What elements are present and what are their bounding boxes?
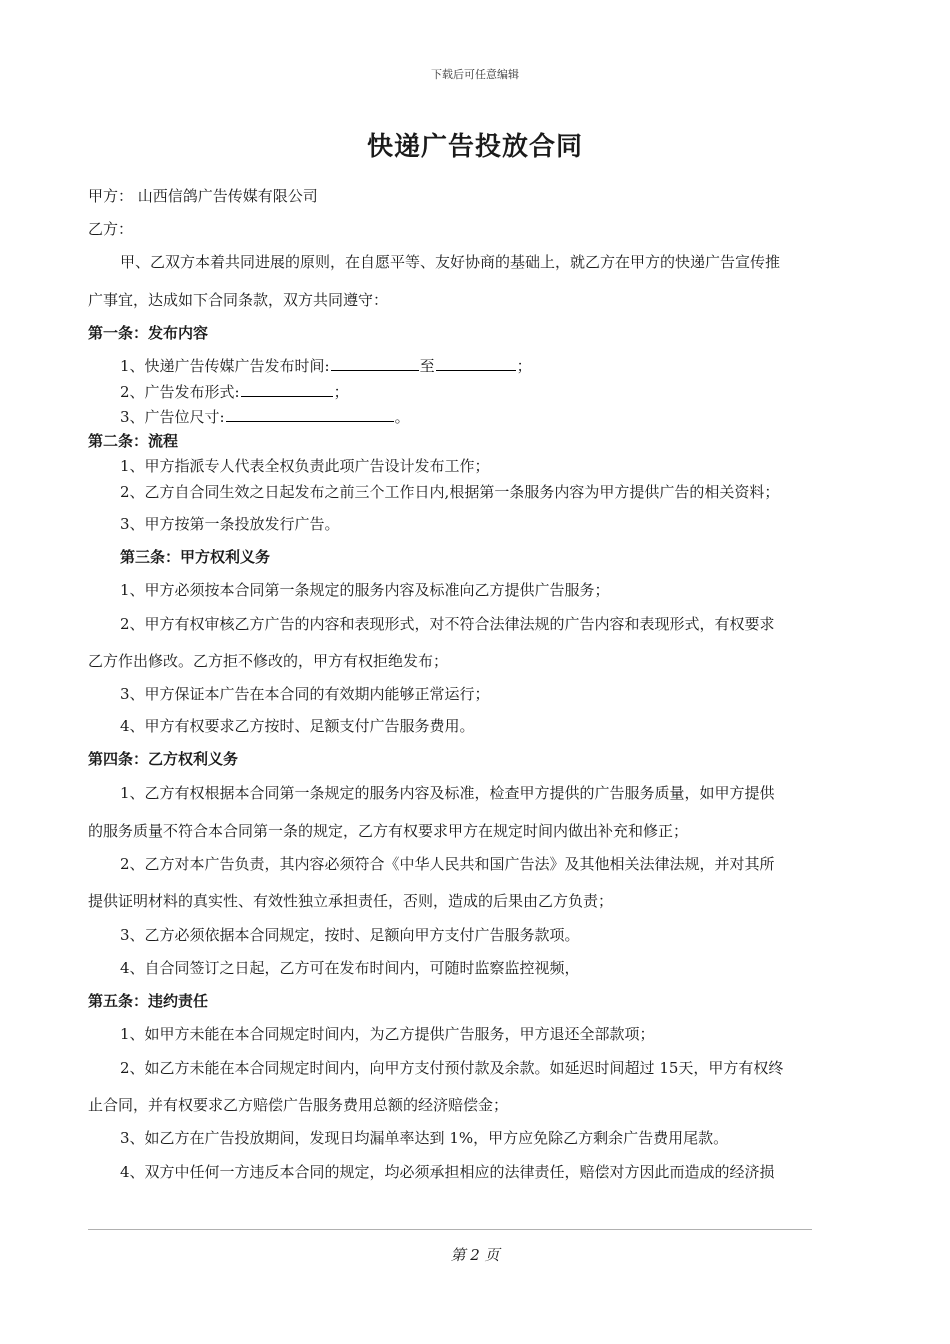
header-note: 下载后可任意编辑	[431, 68, 519, 81]
article-1-item-3-end: 。	[394, 408, 410, 426]
article-5-item-1: 1、如甲方未能在本合同规定时间内，为乙方提供广告服务，甲方退还全部款项；	[120, 1025, 655, 1043]
article-4-heading: 第四条：乙方权利义务	[88, 750, 239, 768]
blank-ad-form	[241, 382, 333, 397]
blank-start-date	[331, 356, 419, 371]
article-5-heading: 第五条：违约责任	[88, 992, 209, 1010]
article-3-item-3: 3、甲方保证本广告在本合同的有效期内能够正常运行；	[120, 685, 490, 703]
article-1-item-1-end: ；	[516, 357, 532, 375]
article-2-item-2: 2、乙方自合同生效之日起发布之前三个工作日内,根据第一条服务内容为甲方提供广告的相关资料；	[120, 483, 780, 501]
article-1-item-3	[120, 407, 410, 427]
document-title: 快递广告投放合同	[366, 132, 583, 162]
page-number: 第 2 页	[450, 1246, 500, 1264]
article-3-item-4: 4、甲方有权要求乙方按时、足额支付广告服务费用。	[120, 717, 475, 735]
article-1-item-1-label: 1、快递广告传媒广告发布时间:	[120, 357, 330, 375]
article-2-item-1: 1、甲方指派专人代表全权负责此项广告设计发布工作；	[120, 457, 490, 475]
article-5-item-3: 3、如乙方在广告投放期间，发现日均漏单率达到 1%，甲方应免除乙方剩余广告费用尾款。	[120, 1129, 729, 1147]
party-a-line: 甲方： 山西信鸽广告传媒有限公司	[88, 187, 318, 205]
article-3-item-2-line-1: 2、甲方有权审核乙方广告的内容和表现形式，对不符合法律法规的广告内容和表现形式，有权要求	[120, 615, 775, 633]
article-1-heading: 第一条：发布内容	[88, 324, 209, 342]
blank-end-date	[436, 356, 516, 371]
article-5-item-2-line-1: 2、如乙方未能在本合同规定时间内，向甲方支付预付款及余款。如延迟时间超过 15天，甲方有权终	[120, 1059, 784, 1077]
article-3-heading: 第三条：甲方权利义务	[120, 548, 271, 566]
article-5-item-4: 4、双方中任何一方违反本合同的规定，均必须承担相应的法律责任，赔偿对方因此而造成的经济损	[120, 1163, 775, 1181]
article-4-item-2-line-1: 2、乙方对本广告负责，其内容必须符合《中华人民共和国广告法》及其他相关法律法规，并对其所	[120, 855, 775, 873]
article-4-item-4: 4、自合同签订之日起，乙方可在发布时间内，可随时监察监控视频，	[120, 959, 580, 977]
preamble-line-2: 广事宜，达成如下合同条款，双方共同遵守：	[88, 291, 389, 309]
blank-ad-size	[226, 407, 394, 422]
article-4-item-1-line-2: 的服务质量不符合本合同第一条的规定，乙方有权要求甲方在规定时间内做出补充和修正；	[88, 822, 689, 840]
footer-divider	[88, 1229, 812, 1230]
article-1-item-1-to: 至	[419, 357, 435, 375]
article-3-item-1: 1、甲方必须按本合同第一条规定的服务内容及标准向乙方提供广告服务；	[120, 581, 610, 599]
article-4-item-3: 3、乙方必须依据本合同规定，按时、足额向甲方支付广告服务款项。	[120, 926, 580, 944]
article-1-item-1	[120, 356, 532, 376]
article-4-item-2-line-2: 提供证明材料的真实性、有效性独立承担责任，否则，造成的后果由乙方负责；	[88, 892, 614, 910]
preamble-line-1: 甲、乙双方本着共同进展的原则，在自愿平等、友好协商的基础上，就乙方在甲方的快递广告宣传推	[120, 253, 781, 271]
article-1-item-3-label: 3、广告位尺寸:	[120, 408, 225, 426]
article-1-item-2-label: 2、广告发布形式:	[120, 383, 240, 401]
article-2-item-3: 3、甲方按第一条投放发行广告。	[120, 515, 340, 533]
article-3-item-2-line-2: 乙方作出修改。乙方拒不修改的，甲方有权拒绝发布；	[88, 652, 449, 670]
article-4-item-1-line-1: 1、乙方有权根据本合同第一条规定的服务内容及标准，检查甲方提供的广告服务质量，如甲方提供	[120, 784, 775, 802]
article-1-item-2	[120, 382, 349, 402]
article-2-heading: 第二条：流程	[88, 432, 179, 450]
article-1-item-2-end: ；	[333, 383, 349, 401]
article-5-item-2-line-2: 止合同，并有权要求乙方赔偿广告服务费用总额的经济赔偿金；	[88, 1096, 509, 1114]
party-b-line: 乙方：	[88, 220, 134, 238]
